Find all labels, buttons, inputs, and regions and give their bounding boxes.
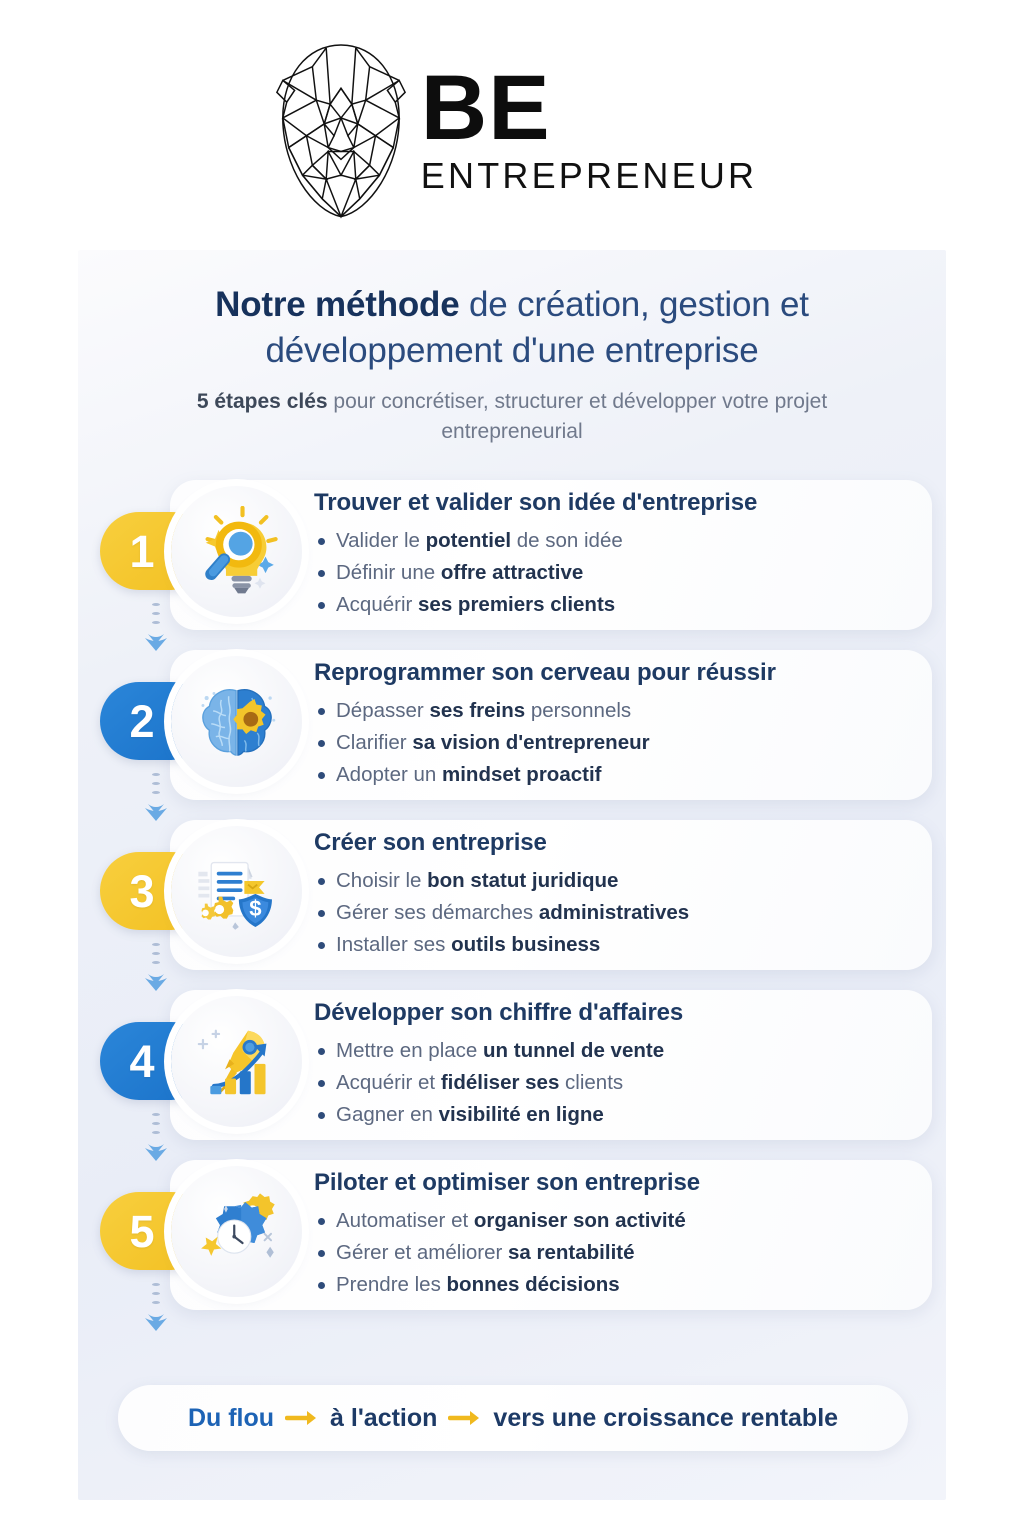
bullet-item (314, 727, 914, 759)
step-number: 4 (129, 1035, 155, 1087)
bullet-text-emphasis: sa vision d'entrepreneur (412, 730, 650, 754)
bullet-item (314, 865, 914, 897)
arrow-down-icon (143, 971, 169, 998)
step-connector-arrow (144, 1110, 168, 1168)
bullet-text-plain-tail: clients (559, 1070, 624, 1094)
step-2 (78, 642, 946, 812)
logo-brand-name: BE (420, 56, 551, 159)
bullet-text-plain: Adopter un (336, 762, 442, 786)
step-connector-arrow (144, 940, 168, 998)
bullet-item (314, 1205, 914, 1237)
bullet-text-emphasis: un tunnel de vente (483, 1039, 665, 1062)
step-connector-arrow (144, 1280, 168, 1338)
bullet-item (314, 525, 914, 557)
connector-dot (152, 621, 160, 624)
arrow-right-icon (285, 1408, 319, 1428)
document-shield-gear-icon (171, 826, 302, 957)
bullet-text-plain: Définir une (336, 560, 441, 584)
step-body (314, 658, 914, 791)
connector-dot (152, 943, 160, 946)
step-body (314, 828, 914, 961)
bullet-text-plain: Gagner en (336, 1102, 439, 1126)
step-bullets (314, 1035, 914, 1131)
bullet-text-emphasis: outils business (451, 932, 601, 956)
bullet-text-plain: Gérer et améliorer (336, 1240, 509, 1264)
magnifier-lightbulb-icon (171, 486, 302, 617)
step-title: Reprogrammer son cerveau pour réussir (314, 659, 776, 686)
connector-dot (152, 1283, 160, 1286)
bullet-item (314, 1099, 914, 1131)
header-block (78, 282, 946, 447)
step-bullets (314, 525, 914, 621)
connector-dot (152, 1122, 160, 1125)
bullet-item (314, 1035, 914, 1067)
bullet-text-emphasis: ses freins (429, 699, 526, 722)
bullet-text-emphasis: organiser son activité (473, 1209, 686, 1232)
lion-head-geometric-icon (267, 41, 415, 221)
step-3 (78, 812, 946, 982)
connector-dot (152, 603, 160, 606)
connector-dot (152, 773, 160, 776)
bullet-text-plain-tail: personnels (525, 699, 632, 722)
bullet-text-plain: Automatiser et (336, 1209, 474, 1232)
page-subtitle-rest: pour concrétiser, structurer et développer votre projet entrepreneurial (327, 390, 828, 444)
bullet-item (314, 1237, 914, 1269)
step-number: 3 (129, 865, 155, 917)
step-4 (78, 982, 946, 1152)
bullet-item (314, 897, 914, 929)
brain-gear-icon (171, 656, 302, 787)
bullet-item (314, 557, 914, 589)
bullet-text-plain: Valider le (336, 529, 426, 552)
step-number: 2 (129, 695, 155, 747)
step-number: 1 (129, 525, 155, 577)
step-body (314, 488, 914, 621)
step-title: Développer son chiffre d'affaires (314, 999, 684, 1026)
page-subtitle (78, 387, 946, 447)
connector-dot (152, 1301, 160, 1304)
arrow-down-icon (143, 801, 169, 828)
bullet-text-plain: Clarifier (336, 730, 413, 754)
bullet-item (314, 759, 914, 791)
rocket-growth-chart-icon (171, 996, 302, 1127)
steps-list (78, 472, 946, 1322)
bullet-text-plain: Prendre les (336, 1272, 447, 1296)
footer-banner (118, 1385, 908, 1451)
bullet-item (314, 695, 914, 727)
connector-dot (152, 1131, 160, 1134)
bullet-text-emphasis: administratives (538, 900, 690, 924)
infographic-panel (78, 250, 946, 1500)
bullet-text-plain: Dépasser (336, 699, 430, 722)
page-title-emphasis: Notre méthode (215, 285, 460, 324)
svg-text:$: $ (248, 895, 262, 921)
logo-tagline: ENTREPRENEUR (420, 154, 758, 196)
bullet-text-emphasis: bon statut juridique (427, 869, 619, 892)
step-bullets (314, 865, 914, 961)
bullet-text-emphasis: bonnes décisions (446, 1272, 620, 1296)
bullet-item (314, 1067, 914, 1099)
footer-part-2: à l'action (330, 1403, 438, 1432)
bullet-text-plain: Acquérir (336, 592, 419, 616)
bullet-text-plain: Mettre en place (336, 1039, 483, 1062)
step-title: Créer son entreprise (314, 829, 547, 856)
step-body (314, 998, 914, 1131)
step-1 (78, 472, 946, 642)
bullet-text-emphasis: ses premiers clients (418, 592, 616, 616)
page-subtitle-emphasis: 5 étapes clés (196, 390, 328, 414)
bullet-text-emphasis: mindset proactif (442, 762, 602, 786)
bullet-item (314, 1269, 914, 1301)
step-number: 5 (129, 1205, 155, 1257)
footer-part-3: vers une croissance rentable (493, 1403, 839, 1432)
bullet-text-plain: Gérer ses démarches (336, 900, 539, 924)
step-5 (78, 1152, 946, 1322)
step-body (314, 1168, 914, 1301)
connector-dot (152, 791, 160, 794)
page-title (78, 282, 946, 374)
connector-dot (152, 1292, 160, 1295)
arrow-right-icon-2 (448, 1408, 482, 1428)
footer-part-1: Du flou (187, 1403, 275, 1432)
gears-clock-icon (171, 1166, 302, 1297)
step-title: Piloter et optimiser son entreprise (314, 1169, 700, 1196)
arrow-down-icon (143, 1311, 169, 1338)
bullet-text-emphasis: fidéliser ses (440, 1070, 560, 1094)
step-bullets (314, 1205, 914, 1301)
connector-dot (152, 1113, 160, 1116)
bullet-text-emphasis: visibilité en ligne (438, 1102, 604, 1126)
bullet-text-emphasis: offre attractive (440, 560, 584, 584)
page-title-rest: de création, gestion et développement d'une entreprise (265, 285, 809, 371)
bullet-text-plain: Installer ses (336, 932, 452, 956)
bullet-item (314, 589, 914, 621)
connector-dot (152, 612, 160, 615)
bullet-text-emphasis: sa rentabilité (508, 1240, 635, 1264)
step-title: Trouver et valider son idée d'entreprise (314, 489, 758, 516)
bullet-text-plain-tail: de son idée (511, 529, 623, 552)
step-connector-arrow (144, 600, 168, 658)
bullet-text-plain: Choisir le (336, 869, 428, 892)
bullet-text-plain: Acquérir et (336, 1070, 441, 1094)
brand-logo-area (0, 0, 1024, 250)
arrow-down-icon (143, 631, 169, 658)
connector-dot (152, 961, 160, 964)
step-bullets (314, 695, 914, 791)
connector-dot (152, 782, 160, 785)
bullet-item (314, 929, 914, 961)
arrow-down-icon (143, 1141, 169, 1168)
bullet-text-emphasis: potentiel (425, 529, 512, 552)
connector-dot (152, 952, 160, 955)
step-connector-arrow (144, 770, 168, 828)
